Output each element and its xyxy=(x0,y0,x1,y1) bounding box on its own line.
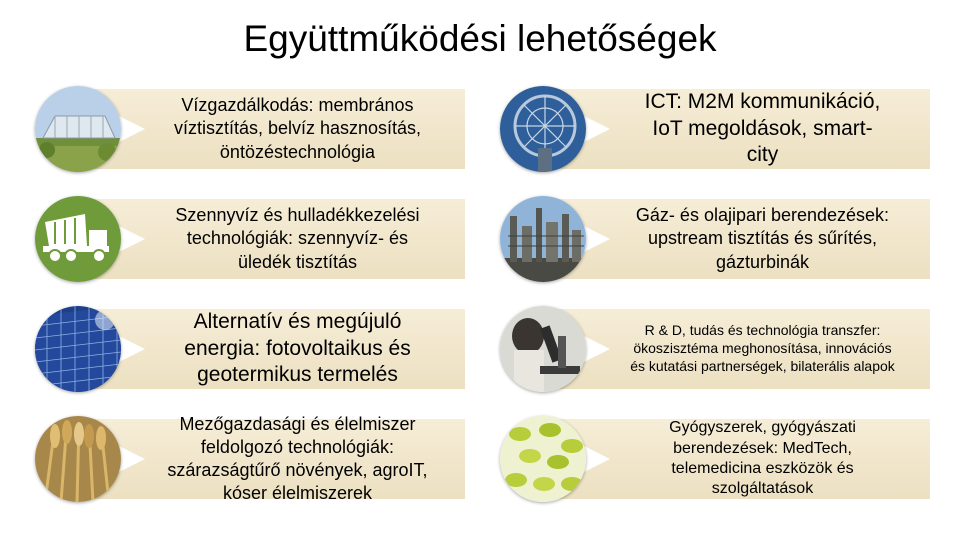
pills-icon xyxy=(500,416,586,502)
card-line: feldolgozó technológiák: xyxy=(200,436,395,457)
card-text xyxy=(135,199,460,279)
card-research-development xyxy=(500,306,920,392)
card-line: Gyógyszerek, gyógyászati xyxy=(669,419,856,437)
card-line: szolgáltatások xyxy=(711,480,814,498)
card-line: IoT megoldások, smart- xyxy=(652,116,873,140)
card-water-management xyxy=(35,86,455,172)
card-text xyxy=(600,199,925,279)
greenhouse-icon xyxy=(35,86,121,172)
card-line: geotermikus termelés xyxy=(197,363,398,387)
card-text xyxy=(600,419,925,499)
card-agriculture xyxy=(35,413,455,504)
card-line: city xyxy=(746,143,779,167)
card-text xyxy=(600,309,925,389)
card-line: Szennyvíz és hulladékkezelési xyxy=(175,205,420,226)
card-line: R & D, tudás és technológia transzfer: xyxy=(644,322,881,339)
refinery-icon xyxy=(500,196,586,282)
card-line: Alternatív és megújuló xyxy=(193,309,402,333)
card-line: berendezések: MedTech, xyxy=(673,439,852,457)
card-text xyxy=(135,89,460,169)
card-ict xyxy=(500,86,920,172)
card-line: szárazságtűrő növények, agroIT, xyxy=(167,460,428,480)
card-line: Mezőgazdasági és élelmiszer xyxy=(179,413,416,434)
card-renewable-energy xyxy=(35,306,455,392)
card-line: üledék tisztítás xyxy=(237,251,358,272)
card-line: ökoszisztéma meghonosítása, innovációs xyxy=(633,340,892,357)
card-line: upstream tisztítás és sűrítés, xyxy=(647,228,878,249)
card-pharma-medtech xyxy=(500,416,920,502)
card-line: Vízgazdálkodás: membrános xyxy=(181,95,414,116)
card-line: öntözéstechnológia xyxy=(219,141,376,162)
card-wastewater xyxy=(35,196,455,282)
wheat-icon xyxy=(35,416,121,502)
card-text xyxy=(600,89,925,169)
card-line: víztisztítás, belvíz hasznosítás, xyxy=(173,118,422,139)
card-line: ICT: M2M kommunikáció, xyxy=(644,89,881,113)
card-line: energia: fotovoltaikus és xyxy=(184,336,411,360)
card-line: kóser élelmiszerek xyxy=(222,483,373,504)
solar-panel-icon xyxy=(35,306,121,392)
card-line: és kutatási partnerségek, bilaterális alapok xyxy=(630,357,895,374)
page-title: Együttműködési lehetőségek xyxy=(243,18,717,59)
card-oil-gas xyxy=(500,196,920,282)
card-text xyxy=(135,413,460,504)
card-line: telemedicina eszközök és xyxy=(671,460,854,477)
card-line: gázturbinák xyxy=(715,251,810,272)
card-text xyxy=(135,309,460,389)
card-line: technológiák: szennyvíz- és xyxy=(186,228,409,249)
dump-truck-icon xyxy=(35,196,121,282)
microscope-icon xyxy=(500,306,586,392)
card-line: Gáz- és olajipari berendezések: xyxy=(635,205,890,226)
satellite-dish-icon xyxy=(500,86,586,172)
